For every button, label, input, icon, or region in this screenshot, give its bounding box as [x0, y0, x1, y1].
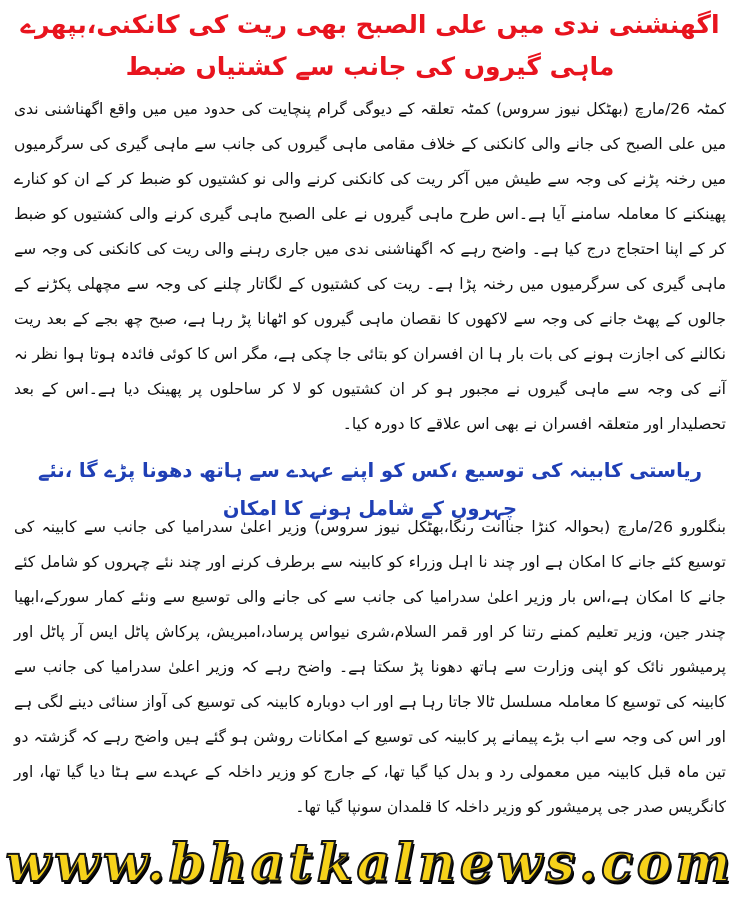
secondary-headline: ریاستی کابینہ کی توسیع ،کس کو اپنے عہدے سے ہاتھ دھونا پڑے گا ،نئے چہروں کے شامل ہونے کا امکان — [38, 459, 702, 520]
site-footer-banner — [0, 830, 740, 896]
article-body-1: کمٹہ 26/مارچ (بھٹکل نیوز سروس) کمٹہ تعلقہ کے دیوگی گرام پنچایت کی حدود میں میں واقع اگھناشنی ندی میں علی الصبح کی جانے والی کانکنی کے خلاف مقامی ماہی گیروں کی جانب سے ماہی گیری کی سرگرمیوں میں رخنہ پڑنے کی وجہ سے طیش میں آکر ریت کی کانکنی کرنے والی نو کشتیوں کو ضبط کر کے ان کو کنارے پھینکنے کا معاملہ سامنے آیا ہے۔اس طرح ماہی گیروں نے علی الصبح ماہی گیری کرنے والی کشتیوں کو ضبط کر کے اپنا احتجاج درج کیا ہے۔ واضح رہے کہ اگھناشنی ندی میں جاری رہنے والی ریت کی کانکنی کی وجہ سے ماہی گیری کی سرگرمیوں میں رخنہ پڑا ہے۔ ریت کی کشتیوں کے لگاتار چلنے کی وجہ سے مچھلی پکڑنے کے جالوں کے پھٹ جانے کی وجہ سے لاکھوں کا نقصان ماہی گیروں کو اٹھانا پڑ رہا ہے، صبح چھ بجے کے بعد ریت نکالنے کی اجازت ہونے کی بات بار ہا ان افسران کو بتائی جا چکی ہے، مگر اس کا کوئی فائدہ ہوتا ہوا نظر نہ آنے کی وجہ سے ماہی گیروں نے مجبور ہو کر ان کشتیوں کو لا کر ساحلوں پر پھینک دیا ہے۔اس کے بعد تحصلیدار اور متعلقہ افسران نے بھی اس علاقے کا دورہ کیا۔ — [14, 100, 726, 433]
main-headline: اگھنشنی ندی میں علی الصبح بھی ریت کی کانکنی،بپھرے ماہی گیروں کی جانب سے کشتیاں ضبط — [20, 10, 720, 81]
site-url-logo: www.bhatkalnews.com — [5, 832, 735, 894]
article-body-2: بنگلورو 26/مارچ (بحوالہ کنڑا جناانت رنگا،بھٹکل نیوز سروس) وزیر اعلیٰ سدرامیا کی جانب سے کابینہ کی توسیع کئے جانے کا امکان ہے اور چند نا اہل وزراء کو کابینہ سے برطرف کرنے اور چند نئے چہروں کو شامل کئے جانے کا امکان ہے،اس بار وزیر اعلیٰ سدرامیا کی جانب سے کی جانے والی توسیع سے ونئے کمار سورکے،ابھیا چندر جین، وزیر تعلیم کمنے رتنا کر اور قمر السلام،شری نیواس پرساد،امبریش، پرکاش پاٹل ایس آر پاٹل اور پرمیشور نائک کو اپنی وزارت سے ہاتھ دھونا پڑ سکتا ہے۔ واضح رہے کہ وزیر اعلیٰ سدرامیا کی جانب سے کابینہ کی توسیع کا معاملہ مسلسل ٹالا جاتا رہا ہے اور اب دوبارہ کابینہ کی توسیع کی آواز سنائی دینے لگی ہے اور اس کی وجہ سے اب بڑے پیمانے پر کابینہ کی توسیع کے امکانات روشن ہو گئے ہیں واضح رہے کہ گزشتہ دو تین ماہ قبل کابینہ میں معمولی رد و بدل کیا گیا تھا، کے جارج کو وزیر داخلہ کے عہدے سے ہٹا دیا گیا تھا، اور کانگریس صدر جی پرمیشور کو وزیر داخلہ کا قلمدان سونپا گیا تھا۔ — [14, 518, 726, 816]
